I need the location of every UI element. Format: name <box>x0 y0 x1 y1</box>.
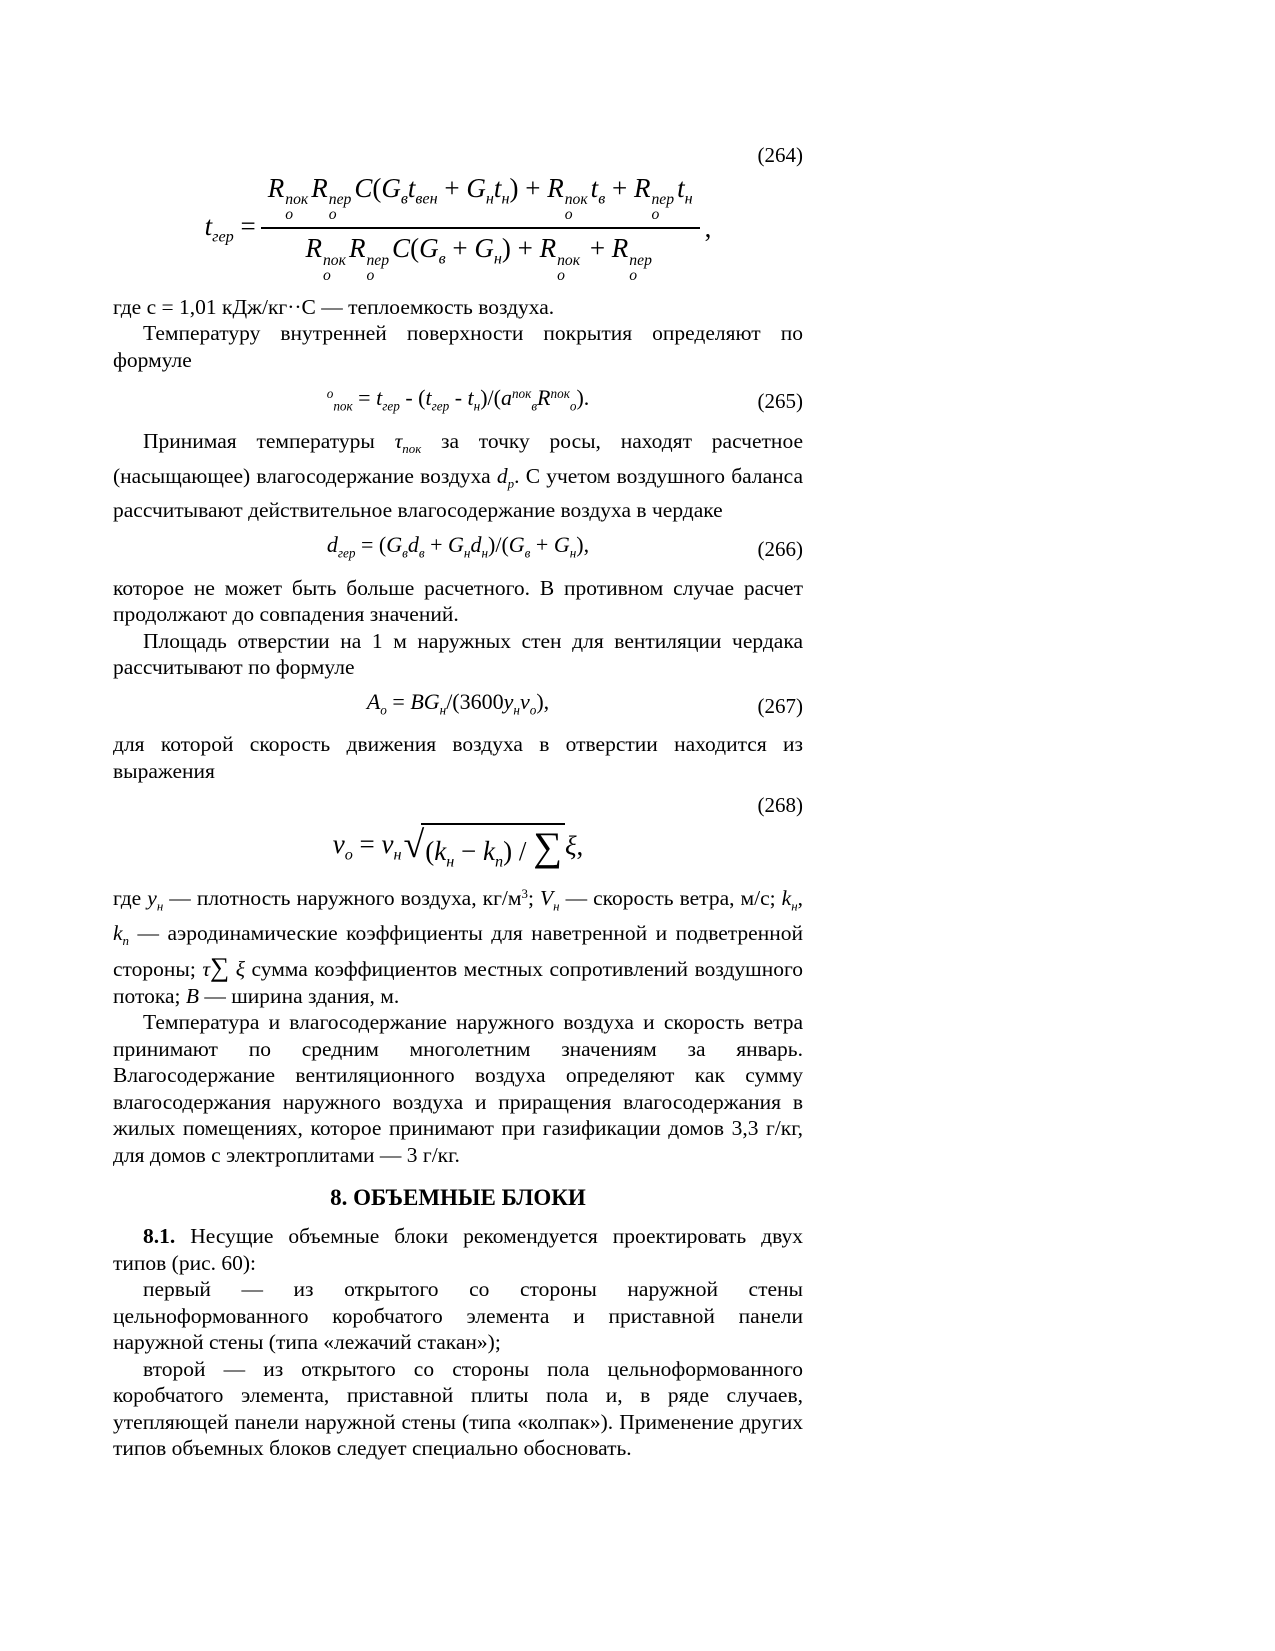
para-surface-temp <box>113 320 803 373</box>
text-token: ( <box>372 172 382 203</box>
para-dew-point <box>113 428 803 524</box>
text-token: R <box>348 233 366 264</box>
formula-264 <box>113 173 803 284</box>
stacked-indices: пок о <box>285 191 309 224</box>
text-token: C <box>354 172 373 203</box>
equation-267-row <box>113 681 803 732</box>
text-token: гер <box>431 398 450 414</box>
text-token: R <box>305 233 322 264</box>
formula-268-root <box>404 823 565 871</box>
text-token: R <box>311 172 328 203</box>
para-opening-area <box>113 628 803 681</box>
text-token: G <box>448 531 464 557</box>
text-token: пок <box>333 398 353 414</box>
text-token: A <box>366 688 381 714</box>
text-token: t <box>425 385 432 411</box>
text-token: v <box>381 829 394 860</box>
text-token: G <box>474 233 494 264</box>
text-token: = <box>233 210 256 241</box>
formula-264-fraction <box>261 173 700 284</box>
text-token: R <box>611 233 629 264</box>
text-token: вен <box>415 188 438 207</box>
text-token: t <box>493 172 502 203</box>
text-token: ). <box>576 385 590 411</box>
text-token: — плотность наружного воздуха, кг/м <box>163 886 522 911</box>
formula-268-lhs <box>333 829 402 864</box>
text-token: ∑ <box>533 823 562 869</box>
text-token: )/( <box>488 531 509 557</box>
text-token: C <box>392 233 411 264</box>
text-token: o <box>326 386 334 402</box>
text-token: d <box>407 531 419 557</box>
text-token: 8.1. <box>143 1224 176 1249</box>
stacked-indices: пер о <box>651 191 675 224</box>
text-token: н <box>463 545 471 561</box>
text-token: τ <box>202 957 211 982</box>
text-token: ) / <box>503 835 534 866</box>
text-token: — аэродинамические коэффициенты для наветренной и подветренной стороны; <box>113 920 803 982</box>
text-token: ( <box>410 233 420 264</box>
text-token: + <box>605 172 634 203</box>
text-token: н <box>791 899 798 914</box>
text-token: в <box>598 188 606 207</box>
text-token: — скорость ветра, м/с; <box>559 886 782 911</box>
text-token: о <box>569 398 577 414</box>
text-token: ) + <box>509 172 548 203</box>
text-token: н <box>493 249 502 268</box>
text-token: пок <box>550 386 570 402</box>
text-token: которое не может быть больше расчетного. В противном случае расчет продолжают до совпадения значений. <box>113 575 803 627</box>
text-token: y <box>147 886 157 911</box>
text-token: первый — из открытого со стороны наружной стены цельноформованного коробчатого элемента и приставной панели наружной стены (типа «лежачий стакан»); <box>113 1277 803 1355</box>
formula-264-comma <box>705 213 712 244</box>
text-token: Площадь отверстии на 1 м наружных стен для вентиляции чердака рассчитывают по формуле <box>113 628 803 680</box>
text-token: R <box>633 172 651 203</box>
text-token: р <box>507 476 515 491</box>
text-token: + <box>445 233 475 264</box>
text-token: d <box>470 531 482 557</box>
para-not-greater <box>113 575 803 628</box>
text-token: = <box>352 385 377 411</box>
text-token: , <box>797 886 803 911</box>
text-token: G <box>381 172 401 203</box>
text-token: B <box>185 983 199 1008</box>
equation-265-row <box>113 373 803 428</box>
text-token: R <box>267 172 285 203</box>
text-token: 3 <box>521 887 528 902</box>
text-token: y <box>503 688 514 714</box>
text-token: н <box>485 188 494 207</box>
formula-268-radicand <box>421 823 565 871</box>
text-token: н <box>446 852 455 871</box>
text-token: ∑ <box>210 952 230 983</box>
text-token: н <box>501 188 510 207</box>
text-token: в <box>402 545 408 561</box>
text-token: τ <box>394 429 403 454</box>
text-token: Принимая температуры <box>143 429 395 454</box>
text-token: н <box>156 899 164 914</box>
stacked-indices: пер о <box>366 251 390 284</box>
text-token: t <box>376 385 383 411</box>
text-token: ( <box>425 835 435 866</box>
text-token: k <box>434 835 447 866</box>
text-token: где <box>113 886 148 911</box>
formula-265 <box>326 385 590 414</box>
text-token: в <box>400 188 408 207</box>
formula-266 <box>326 531 590 561</box>
text-token: для которой скорость движения воздуха в отверстии находится из выражения <box>113 732 803 783</box>
text-token: в <box>418 545 425 561</box>
text-token: второй — из открытого со стороны пола цельноформованного коробчатого элемента, приставной плиты пола и, в ряде случаев, утепляющей панели наружной стены (типа «колпак»). Применение других типов объемных блоков следует специально обосновать. <box>113 1356 803 1461</box>
text-token: ξ <box>229 957 245 982</box>
text-token: k <box>113 920 123 945</box>
formula-264-denominator <box>298 229 661 284</box>
text-token: н <box>393 845 402 864</box>
text-token: , <box>576 831 584 862</box>
text-token: . С учетом воздушного баланса рассчитывают действительное влагосодержание воздуха в чердаке <box>113 463 803 523</box>
text-token: ) + <box>501 233 540 264</box>
stacked-indices: пок о <box>322 251 346 284</box>
text-token: t <box>590 172 599 203</box>
text-token: + <box>583 233 612 264</box>
text-token: G <box>386 531 403 557</box>
equation-label-265: (265) <box>757 388 803 413</box>
stacked-indices: пер о <box>328 191 352 224</box>
text-token: гер <box>382 398 400 414</box>
text-token: Температуру внутренней поверхности покрытия определяют по формуле <box>113 321 803 372</box>
equation-label-268: (268) <box>757 793 803 818</box>
text-token: , <box>704 212 712 243</box>
text-token: н <box>473 398 481 414</box>
text-token: = ( <box>355 531 387 557</box>
para-heat-capacity <box>113 294 803 321</box>
text-token: пок <box>402 442 422 457</box>
text-token: - <box>449 385 468 411</box>
text-token: — ширина здания, м. <box>199 983 400 1008</box>
para-8-1 <box>113 1223 803 1276</box>
text-token: гер <box>212 226 234 245</box>
text-token: н <box>439 701 447 717</box>
equation-label-266: (266) <box>757 537 803 562</box>
text-token: + <box>424 531 449 557</box>
text-token: о <box>380 701 387 717</box>
text-token: v <box>332 829 345 860</box>
text-token: G <box>553 531 570 557</box>
stacked-indices: пер о <box>629 251 652 284</box>
para-first-type <box>113 1276 803 1356</box>
text-token: t <box>407 172 416 203</box>
text-token: G <box>419 233 439 264</box>
text-token: V <box>539 886 554 911</box>
text-token: п <box>495 852 504 871</box>
text-token: = <box>352 829 382 860</box>
text-token: t <box>204 210 213 241</box>
text-token: = <box>386 688 411 714</box>
formula-267 <box>366 688 550 717</box>
text-token: о <box>529 701 537 717</box>
text-token: где с = 1,01 кДж/кг··С — теплоемкость воздуха. <box>113 294 555 319</box>
text-token: в <box>531 398 538 414</box>
text-token: в <box>524 545 531 561</box>
text-token: п <box>122 933 129 948</box>
text-token: ξ <box>564 831 577 862</box>
text-token: о <box>344 845 353 864</box>
para-second-type <box>113 1356 803 1462</box>
equation-label-264: (264) <box>757 143 803 167</box>
text-token: н <box>553 899 560 914</box>
formula-268 <box>113 823 803 871</box>
text-token: + <box>530 531 554 557</box>
text-token: a <box>500 385 512 411</box>
text-token: R <box>539 233 557 264</box>
text-token: Несущие объемные блоки рекомендуется проектировать двух типов (рис. 60): <box>113 1224 803 1275</box>
text-token: /(3600 <box>446 688 504 714</box>
text-token: за точку росы, находят расчетное (насыщающее) влагосодержание воздуха <box>113 429 803 488</box>
para-air-speed <box>113 731 803 784</box>
equation-266-row <box>113 524 803 575</box>
text-token: н <box>684 188 693 207</box>
text-token: )/( <box>480 385 501 411</box>
text-token: d <box>326 531 338 557</box>
text-token: ; <box>527 886 540 911</box>
text-token: сумма коэффициентов местных сопротивлений воздушного потока; <box>113 957 803 1008</box>
text-token: R <box>537 385 551 411</box>
text-token: G <box>508 531 525 557</box>
stacked-indices: пок о <box>564 191 588 224</box>
text-token: н <box>569 545 577 561</box>
formula-264-lhs <box>205 211 256 246</box>
para-where-density <box>113 881 803 1009</box>
stacked-indices: пок о <box>557 251 581 284</box>
text-token: v <box>519 688 530 714</box>
text-token: гер <box>337 545 356 561</box>
text-token: ), <box>536 688 550 714</box>
text-token: d <box>496 463 508 488</box>
text-token: Температура и влагосодержание наружного воздуха и скорость ветра принимают по средним многолетним значениям за январь. Влагосодержание вентиляционного воздуха определяют как сумму влагосодержания наружного воздуха и приращения влагосодержания в жилых помещениях, которое принимают при газификации домов 3,3 г/кг, для домов с электроплитами — 3 г/кг. <box>113 1010 803 1167</box>
text-token: − <box>454 835 484 866</box>
equation-label-267: (267) <box>757 693 803 718</box>
section-heading-volume-blocks: 8. ОБЪЕМНЫЕ БЛОКИ <box>330 1185 586 1211</box>
text-token: в <box>438 249 446 268</box>
formula-268-tail <box>565 831 583 862</box>
text-token: BG <box>410 688 440 714</box>
text-token: G <box>466 172 486 203</box>
text-column <box>113 142 803 1462</box>
text-token: - ( <box>399 385 426 411</box>
text-token: k <box>781 886 792 911</box>
text-token: н <box>481 545 488 561</box>
text-token: t <box>467 385 474 411</box>
text-token: t <box>677 172 685 203</box>
text-token: + <box>437 172 467 203</box>
text-token: н <box>513 701 520 717</box>
text-token: k <box>483 835 496 866</box>
text-token: ), <box>576 531 590 557</box>
text-token: пок <box>511 386 532 402</box>
formula-264-numerator <box>261 173 700 230</box>
text-token: R <box>547 172 564 203</box>
para-january-values <box>113 1009 803 1168</box>
radical-sign: √ <box>403 824 425 867</box>
